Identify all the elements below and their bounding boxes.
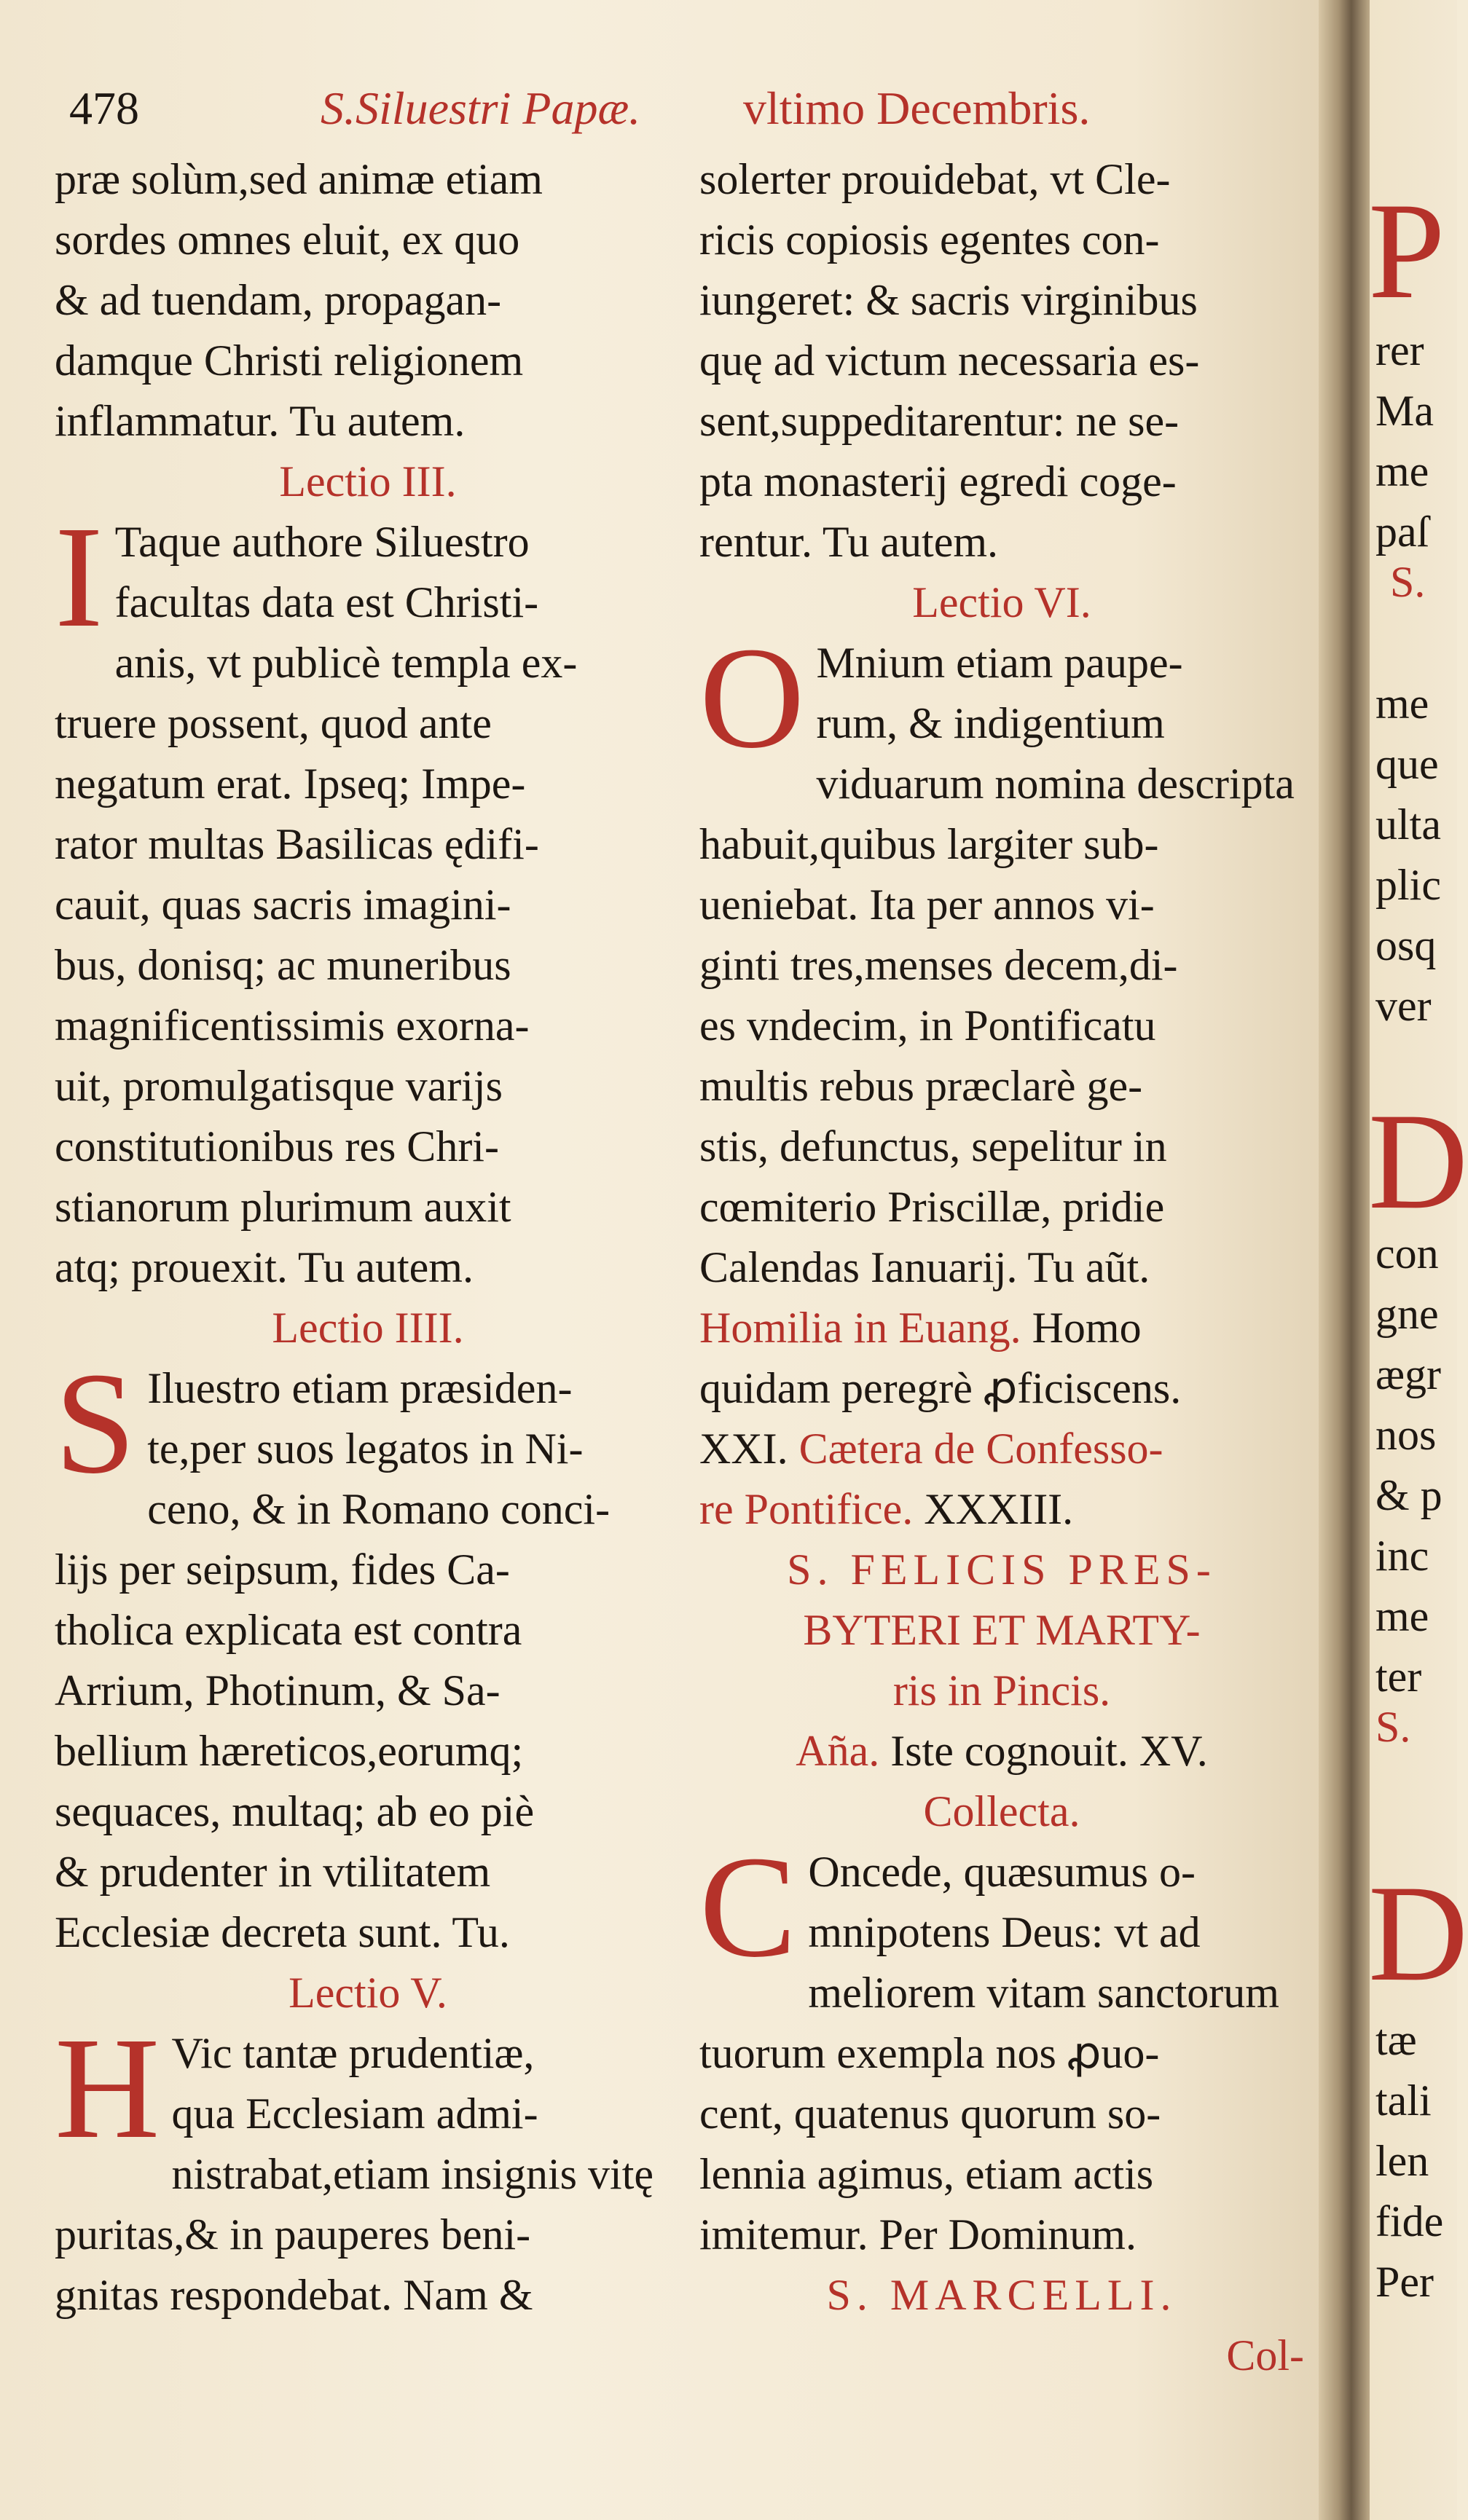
- text-line: inflammatur. Tu autem.: [55, 397, 466, 445]
- facing-fragment: paſ: [1375, 508, 1429, 556]
- text-line: præ solùm,sed animæ etiam: [55, 155, 543, 203]
- antiphon-line: [699, 1721, 1304, 1781]
- homilia-ref: XXXIII.: [913, 1485, 1074, 1533]
- text-line: anis, vt publicè templa ex-: [114, 639, 578, 687]
- lectio-heading: Lectio III.: [279, 457, 457, 505]
- text-line: mnipotens Deus: vt ad: [808, 1908, 1201, 1956]
- text-line: Ecclesiæ decreta sunt. Tu.: [55, 1908, 510, 1956]
- text-line: habuit,quibus largiter sub-: [699, 820, 1159, 868]
- collecta-text: [699, 1827, 1304, 2265]
- feast-title: ris in Pincis.: [892, 1666, 1111, 1714]
- text-line: bellium hæreticos,eorumq;: [55, 1727, 524, 1775]
- text-line: solerter prouidebat, vt Cle-: [699, 155, 1171, 203]
- facing-fragment: Ma: [1375, 387, 1434, 435]
- text-line: rentur. Tu autem.: [699, 518, 999, 566]
- homilia-line-4: [699, 1479, 1304, 1540]
- feast-title: S. FELICIS PRES-: [787, 1546, 1217, 1594]
- facing-fragment: Per: [1375, 2258, 1434, 2306]
- facing-fragment: & p: [1375, 1471, 1443, 1519]
- facing-drop-cap: P: [1368, 175, 1445, 328]
- text-line: damque Christi religionem: [55, 336, 524, 385]
- text-line: Iluestro etiam præsiden-: [147, 1364, 573, 1412]
- text-line: ricis copiosis egentes con-: [699, 216, 1160, 264]
- drop-cap: C: [699, 1827, 797, 1988]
- facing-fragment: me: [1375, 1592, 1429, 1640]
- lectio-vi-text: [699, 618, 1304, 1298]
- page-number: 478: [69, 82, 139, 134]
- text-line: ginti tres,menses decem,di-: [699, 941, 1178, 989]
- text-line: pta monasterij egredi coge-: [699, 457, 1177, 505]
- text-line: sequaces, multaq; ab eo piè: [55, 1787, 535, 1835]
- drop-cap: I: [55, 497, 103, 658]
- facing-fragment: que: [1375, 740, 1439, 788]
- text-line: & ad tuendam, propagan-: [55, 276, 502, 324]
- text-line: negatum erat. Ipseq; Impe-: [55, 760, 526, 808]
- facing-fragment: rer: [1375, 326, 1424, 374]
- left-column: [55, 149, 681, 2326]
- running-head-left: S.Siluestri Papæ.: [321, 82, 641, 134]
- lectio-heading: Lectio IIII.: [272, 1304, 464, 1352]
- facing-drop-cap: D: [1368, 1857, 1468, 2010]
- drop-cap: H: [55, 2008, 160, 2169]
- text-line: stianorum plurimum auxit: [55, 1183, 511, 1231]
- text-line: Taque authore Siluestro: [114, 518, 530, 566]
- lectio-iii-text: [55, 497, 681, 1298]
- drop-cap: S: [55, 1343, 136, 1504]
- text-line: rum, & indigentium: [816, 699, 1165, 747]
- text-line: Oncede, quæsumus o-: [808, 1848, 1196, 1896]
- feast-title: BYTERI ET MARTY-: [803, 1606, 1201, 1654]
- collecta-heading: Collecta.: [923, 1787, 1080, 1835]
- text-line: & prudenter in vtilitatem: [55, 1848, 491, 1896]
- catchword: Col-: [1226, 2331, 1304, 2379]
- facing-fragment: gne: [1375, 1290, 1439, 1338]
- text-line: ueniebat. Ita per annos vi-: [699, 881, 1155, 929]
- text-line: truere possent, quod ante: [55, 699, 492, 747]
- homilia-ref: XXI.: [699, 1425, 799, 1473]
- homilia-rubric: Homilia in Euang.: [699, 1304, 1021, 1352]
- text-line: qua Ecclesiam admi-: [171, 2090, 538, 2138]
- text-line: tholica explicata est contra: [55, 1606, 522, 1654]
- text-line: bus, donisq; ac muneribus: [55, 941, 511, 989]
- facing-drop-cap: D: [1368, 1085, 1468, 1238]
- drop-cap: O: [699, 618, 805, 779]
- text-line: sent,suppeditarentur: ne se-: [699, 397, 1179, 445]
- facing-fragment: ulta: [1375, 800, 1441, 848]
- text-line: magnificentissimis exorna-: [55, 1001, 530, 1050]
- text-line: stis, defunctus, sepelitur in: [699, 1122, 1167, 1170]
- text-line: cauit, quas sacris imagini-: [55, 881, 511, 929]
- facing-fragment: osq: [1375, 921, 1437, 969]
- facing-fragment: ver: [1375, 982, 1432, 1030]
- text-line: viduarum nomina descripta: [816, 760, 1295, 808]
- lectio-iiii-text: [55, 1343, 681, 1963]
- homilia-line-2: quidam peregrè ꝓficiscens.: [699, 1364, 1182, 1412]
- antiphon-rubric: Aña.: [796, 1727, 880, 1775]
- homilia-line-3: [699, 1419, 1304, 1479]
- antiphon-text: Iste cognouit. XV.: [879, 1727, 1208, 1775]
- text-line: Mnium etiam paupe-: [816, 639, 1183, 687]
- text-line: Calendas Ianuarij. Tu aũt.: [699, 1243, 1150, 1291]
- text-line: Vic tantæ prudentiæ,: [171, 2029, 535, 2077]
- homilia-line-1: [699, 1298, 1304, 1358]
- text-line: te,per suos legatos in Ni-: [147, 1425, 584, 1473]
- text-line: ceno, & in Romano conci-: [147, 1485, 611, 1533]
- lectio-heading: Lectio VI.: [912, 578, 1091, 626]
- text-line: rator multas Basilicas ędifi-: [55, 820, 539, 868]
- lectio-heading: Lectio V.: [289, 1969, 447, 2017]
- facing-fragment: S.: [1390, 558, 1426, 606]
- text-line: sordes omnes eluit, ex quo: [55, 216, 520, 264]
- text-line: nistrabat,etiam insignis vitę: [171, 2150, 653, 2198]
- right-column: [699, 149, 1304, 2386]
- text-line: imitemur. Per Dominum.: [699, 2210, 1137, 2259]
- lectio-v-text: [55, 2008, 681, 2326]
- text-line: uit, promulgatisque varijs: [55, 1062, 503, 1110]
- text-line: es vndecim, in Pontificatu: [699, 1001, 1156, 1050]
- text-line: puritas,& in pauperes beni-: [55, 2210, 531, 2259]
- facing-fragment: me: [1375, 447, 1429, 495]
- facing-fragment: nos: [1375, 1411, 1437, 1459]
- text-line: facultas data est Christi-: [114, 578, 539, 626]
- text-line: meliorem vitam sanctorum: [808, 1969, 1279, 2017]
- homilia-rubric: re Pontifice.: [699, 1485, 914, 1533]
- homilia-text: Homo: [1021, 1304, 1142, 1352]
- facing-fragment: con: [1375, 1229, 1439, 1277]
- feast-title: S. MARCELLI.: [826, 2271, 1177, 2319]
- text-line: constitutionibus res Chri-: [55, 1122, 499, 1170]
- facing-fragment: fide: [1375, 2197, 1444, 2245]
- facing-fragment: me: [1375, 680, 1429, 728]
- text-line: lijs per seipsum, fides Ca-: [55, 1546, 510, 1594]
- text-line: quę ad victum necessaria es-: [699, 336, 1200, 385]
- text-line: tuorum exempla nos ꝓuo-: [699, 2029, 1160, 2077]
- text-line: multis rebus præclarè ge-: [699, 1062, 1143, 1110]
- homilia-rubric: Cætera de Confesso-: [798, 1425, 1163, 1473]
- text-line: Arrium, Photinum, & Sa-: [55, 1666, 501, 1714]
- text-line: gnitas respondebat. Nam &: [55, 2271, 533, 2319]
- running-head-right: vltimo Decembris.: [743, 82, 1091, 134]
- text-line: cœmiterio Priscillæ, pridie: [699, 1183, 1165, 1231]
- text-line: lennia agimus, etiam actis: [699, 2150, 1154, 2198]
- text-line: atq; prouexit. Tu autem.: [55, 1243, 474, 1291]
- facing-fragment: inc: [1375, 1532, 1429, 1580]
- facing-fragment: ter: [1375, 1653, 1422, 1701]
- facing-fragment: tæ: [1375, 2016, 1417, 2064]
- text-line: iungeret: & sacris virginibus: [699, 276, 1198, 324]
- facing-fragment: tali: [1375, 2076, 1432, 2125]
- facing-fragment: plic: [1375, 861, 1441, 909]
- facing-fragment: len: [1375, 2137, 1429, 2185]
- text-line: cent, quatenus quorum so-: [699, 2090, 1161, 2138]
- facing-fragment: S.: [1375, 1703, 1411, 1751]
- facing-fragment: ægr: [1375, 1350, 1441, 1398]
